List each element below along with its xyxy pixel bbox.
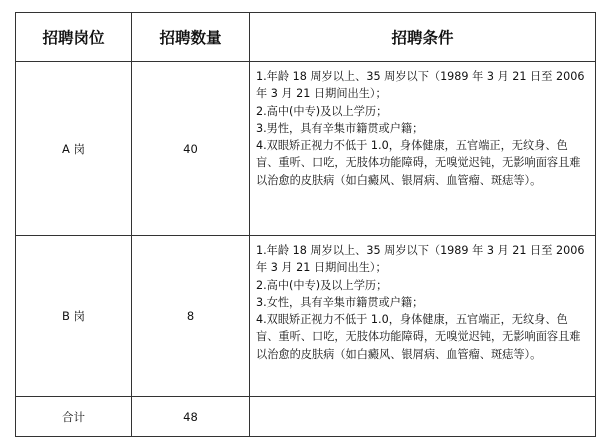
condition-item: 4.双眼矫正视力不低于 1.0，身体健康，五官端正，无纹身、色盲、重听、口吃，无肢体功能障碍，无嗅觉迟钝，无影响面容且难以治愈的皮肤病（如白癜风、银屑病、血管瘤、斑痣等）。	[256, 313, 581, 361]
total-label-cell: 合计	[16, 397, 132, 437]
total-count-cell: 48	[132, 397, 250, 437]
condition-item: 3.男性，具有辛集市籍贯或户籍；	[256, 121, 424, 135]
condition-item: 2.高中(中专)及以上学历；	[256, 278, 388, 292]
header-count: 招聘数量	[132, 13, 250, 62]
total-conditions-cell	[250, 397, 596, 437]
table-row-total	[16, 397, 596, 437]
header-row	[16, 13, 596, 62]
condition-item: 4.双眼矫正视力不低于 1.0，身体健康，五官端正，无纹身、色盲、重听、口吃，无肢体功能障碍，无嗅觉迟钝，无影响面容且难以治愈的皮肤病（如白癜风、银屑病、血管瘤、斑痣等）。	[256, 139, 581, 187]
header-conditions: 招聘条件	[250, 13, 596, 62]
post-cell: B 岗	[16, 236, 132, 397]
post-cell: A 岗	[16, 62, 132, 236]
count-cell: 8	[132, 236, 250, 397]
condition-item: 1.年龄 18 周岁以上、35 周岁以下（1989 年 3 月 21 日至 2006 年 3 月 21 日期间出生）；	[256, 70, 585, 101]
table-row-a	[16, 62, 596, 236]
table-row-b	[16, 236, 596, 397]
recruitment-table	[15, 12, 596, 437]
count-cell: 40	[132, 62, 250, 236]
condition-item: 1.年龄 18 周岁以上、35 周岁以下（1989 年 3 月 21 日至 2006 年 3 月 21 日期间出生）；	[256, 244, 585, 275]
conditions-cell	[250, 62, 596, 236]
condition-item: 3.女性，具有辛集市籍贯或户籍；	[256, 295, 424, 309]
condition-item: 2.高中(中专)及以上学历；	[256, 104, 388, 118]
header-post: 招聘岗位	[16, 13, 132, 62]
conditions-cell	[250, 236, 596, 397]
